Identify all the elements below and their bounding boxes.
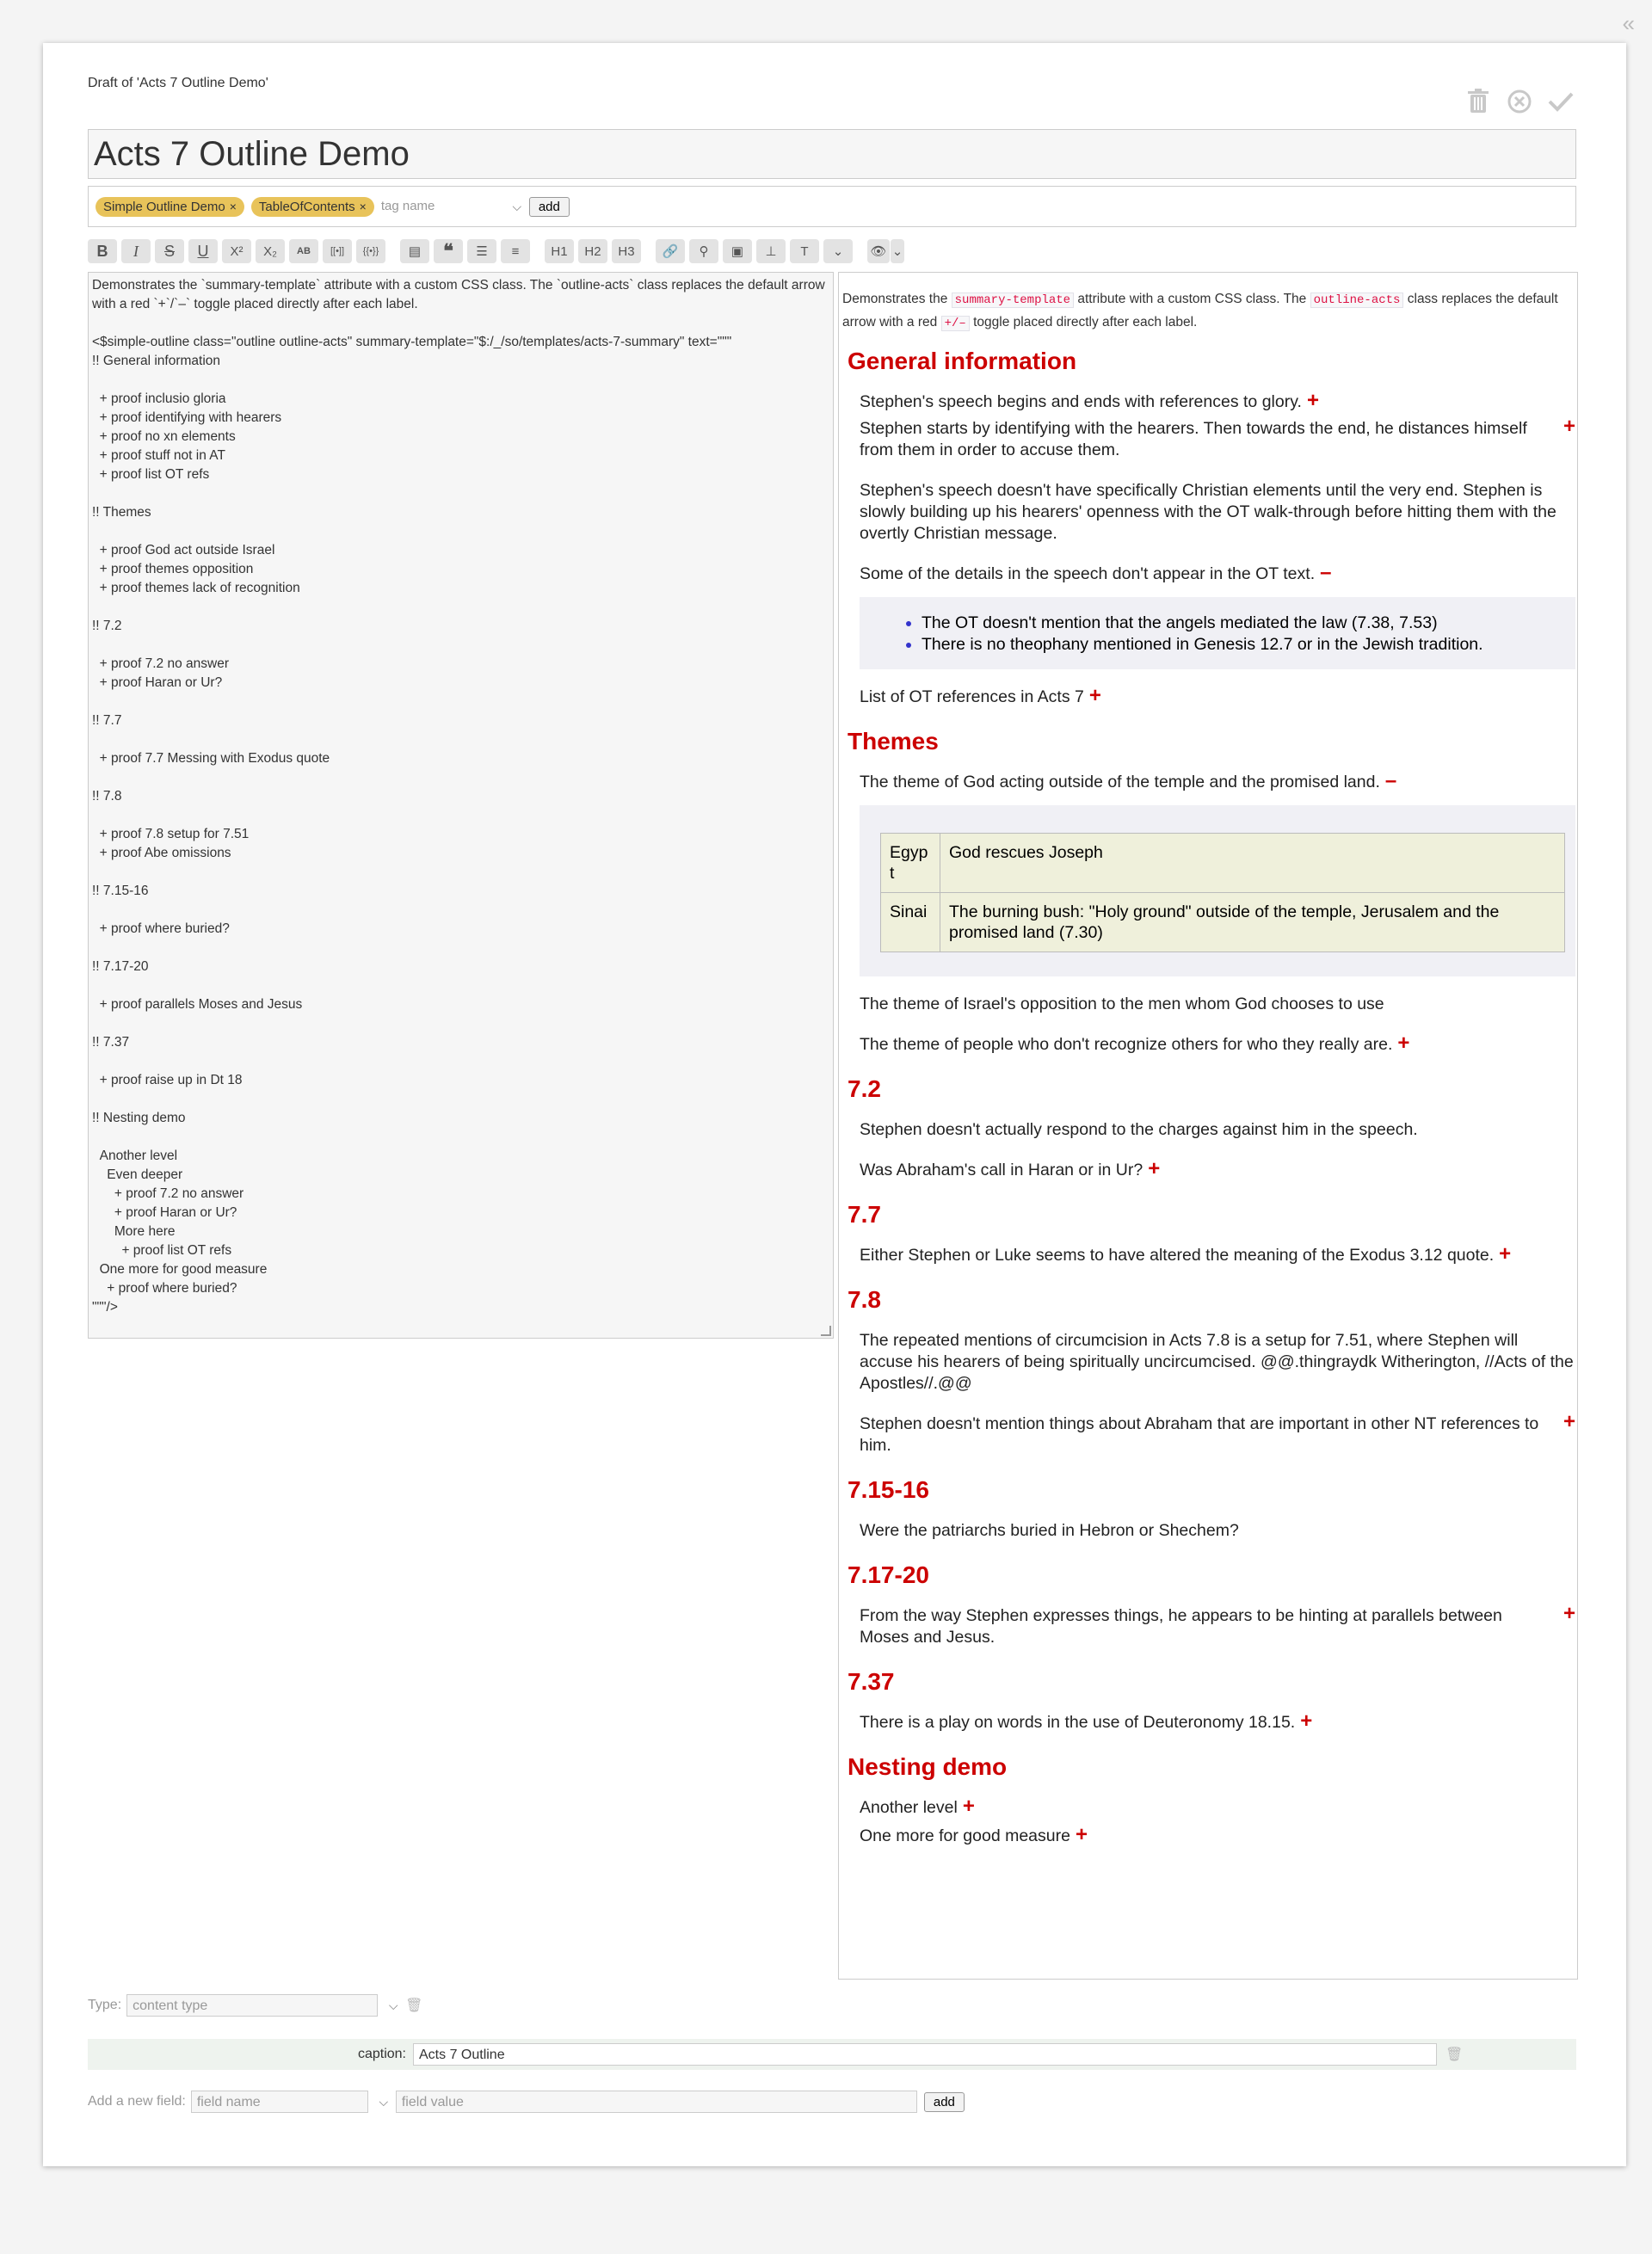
expand-toggle[interactable]: + bbox=[1306, 389, 1319, 412]
image-icon[interactable]: ▣ bbox=[723, 239, 752, 263]
list-item: • The OT doesn't mention that the angels mediated the law (7.38, 7.53) bbox=[922, 613, 1565, 634]
bold-button[interactable]: B bbox=[88, 239, 117, 263]
section-heading: General information bbox=[848, 348, 1077, 374]
outline-item[interactable]: Stephen's speech begins and ends with references to glory. + bbox=[860, 389, 1319, 412]
section-heading: 7.8 bbox=[848, 1286, 881, 1313]
expand-toggle[interactable]: + bbox=[1563, 1602, 1575, 1625]
expand-toggle[interactable]: + bbox=[1148, 1157, 1161, 1180]
tag-pill[interactable] bbox=[251, 197, 374, 217]
section-heading: 7.2 bbox=[848, 1075, 881, 1102]
outline-item[interactable]: From the way Stephen expresses things, he appears to be hinting at parallels between Moses and Jesus. + bbox=[860, 1602, 1575, 1647]
preview-intro: Demonstrates the summary-template attribute with a custom CSS class. The outline-acts class replaces the default arrow with a red +/– toggle placed directly after each label. bbox=[842, 292, 1558, 330]
underline-button[interactable]: U bbox=[188, 239, 218, 263]
preview-pane bbox=[838, 272, 1578, 1980]
caption-label: caption: bbox=[357, 2047, 406, 2061]
table-cell: Egypt bbox=[881, 834, 940, 893]
section-heading: 7.7 bbox=[848, 1201, 881, 1228]
text-editor[interactable] bbox=[88, 272, 834, 1339]
inline-code: outline-acts bbox=[1310, 293, 1404, 308]
list-item: • There is no theophany mentioned in Genesis 12.7 or in the Jewish tradition. bbox=[922, 634, 1565, 656]
preview-eye-icon[interactable]: 👁 bbox=[867, 239, 890, 263]
expand-toggle[interactable]: + bbox=[1088, 684, 1101, 707]
clear-type-icon[interactable]: 🗑 bbox=[405, 1998, 423, 2013]
tag-label: Simple Outline Demo bbox=[103, 199, 225, 214]
macro-button[interactable]: {{•}} bbox=[356, 239, 385, 263]
outline-item[interactable]: Some of the details in the speech don't appear in the OT text. – bbox=[860, 561, 1332, 584]
outline-item: Were the patriarchs buried in Hebron or Shechem? bbox=[860, 1521, 1239, 1540]
section-heading: Nesting demo bbox=[848, 1753, 1008, 1780]
themes-table bbox=[880, 833, 1565, 952]
strikethrough-button[interactable]: S bbox=[155, 239, 184, 263]
outline-item[interactable]: Stephen starts by identifying with the hearers. Then towards the end, he distances himself from them in order to accuse them. + bbox=[860, 415, 1575, 459]
caption-input[interactable]: Acts 7 Outline bbox=[413, 2043, 1437, 2066]
tag-dropdown-chevron-icon[interactable]: ⌵ bbox=[512, 199, 522, 213]
italic-button[interactable]: I bbox=[121, 239, 151, 263]
detail-list bbox=[870, 613, 1565, 656]
subscript-button[interactable]: X₂ bbox=[256, 239, 285, 263]
heading-3-button[interactable]: H3 bbox=[612, 239, 641, 263]
add-tag-button[interactable]: add bbox=[529, 197, 570, 217]
outline-item: Stephen's speech doesn't have specifically Christian elements until the very end. Stephen is slowly building up his hearers' openness with the OT walk-through before hitting them with the overtly Christian message. bbox=[860, 481, 1556, 543]
link-icon[interactable]: 🔗 bbox=[656, 239, 685, 263]
tag-bar bbox=[88, 186, 1576, 227]
draft-label: Draft of 'Acts 7 Outline Demo' bbox=[88, 76, 268, 90]
excise-icon[interactable]: ▤ bbox=[400, 239, 429, 263]
table-row bbox=[881, 893, 1565, 952]
expanded-detail bbox=[860, 597, 1575, 669]
type-field-row bbox=[88, 1994, 422, 2017]
expand-toggle[interactable]: + bbox=[1397, 1032, 1410, 1055]
resize-handle-icon[interactable] bbox=[821, 1326, 831, 1336]
preview-type-chevron-icon[interactable]: ⌄ bbox=[891, 239, 904, 263]
outline-item: Stephen doesn't actually respond to the charges against him in the speech. bbox=[860, 1120, 1418, 1139]
expand-toggle[interactable]: + bbox=[1563, 1410, 1575, 1433]
delete-field-icon[interactable]: 🗑 bbox=[1446, 2048, 1464, 2062]
caption-field-row bbox=[88, 2039, 1576, 2070]
inline-code: summary-template bbox=[952, 293, 1074, 308]
expand-toggle[interactable]: + bbox=[1300, 1709, 1313, 1733]
field-name-dropdown-chevron-icon[interactable]: ⌵ bbox=[379, 2094, 389, 2109]
content-type-input[interactable]: content type bbox=[126, 1994, 378, 2017]
section-heading: 7.17-20 bbox=[848, 1561, 929, 1588]
editor-content[interactable]: Demonstrates the `summary-template` attribute with a custom CSS class. The `outline-acts` class replaces the default arrow with a red `+`/`–` toggle placed directly after each label. <$simple-outline class="outline outline-acts" summary-template="$:/_/so/templates/acts-7-summary" text=""" !! General information + proof inclusio gloria + proof identifying with hearers + proof no xn elements + proof stuff not in AT + proof list OT refs !! Themes + proof God act outside Israel + proof themes opposition + proof themes lack of recognition !! 7.2 + proof 7.2 no answer + proof Haran or Ur? !! 7.7 + proof 7.7 Messing with Exodus quote !! 7.8 + proof 7.8 setup for 7.51 + proof Abe omissions !! 7.15-16 + proof where buried? !! 7.17-20 + proof parallels Moses and Jesus !! 7.37 + proof raise up in Dt 18 !! Nesting demo Another level Even deeper + proof 7.2 no answer + proof Haran or Ur? More here + proof list OT refs One more for good measure + proof where buried? """/> bbox=[92, 278, 825, 1315]
draft-tiddler bbox=[43, 43, 1626, 2166]
table-cell: The burning bush: "Holy ground" outside of the temple, Jerusalem and the promised land (7.30) bbox=[940, 893, 1565, 952]
remove-tag-icon[interactable]: × bbox=[359, 200, 367, 213]
smallcaps-button[interactable]: AB bbox=[289, 239, 318, 263]
expanded-detail bbox=[860, 805, 1575, 976]
outline-item: The repeated mentions of circumcision in Acts 7.8 is a setup for 7.51, where Stephen will accuse his hearers of being spiritually uncircumcised. @@.thingraydk Witherington, //Acts of the Apostles//.@@ bbox=[860, 1331, 1574, 1393]
outline-item[interactable]: List of OT references in Acts 7 + bbox=[860, 684, 1101, 707]
new-field-row bbox=[88, 2091, 965, 2113]
section-heading: 7.37 bbox=[848, 1668, 895, 1695]
add-field-button[interactable]: add bbox=[924, 2092, 965, 2112]
heading-1-button[interactable]: H1 bbox=[545, 239, 574, 263]
expand-toggle[interactable]: + bbox=[962, 1795, 975, 1818]
confirm-icon[interactable] bbox=[1547, 88, 1575, 115]
expand-toggle[interactable]: + bbox=[1563, 415, 1575, 438]
section-heading: 7.15-16 bbox=[848, 1476, 929, 1503]
collapse-sidebar-icon[interactable]: « bbox=[1622, 10, 1635, 36]
heading-2-button[interactable]: H2 bbox=[578, 239, 607, 263]
outline-item: The theme of Israel's opposition to the men whom God chooses to use bbox=[860, 995, 1384, 1013]
outline-item[interactable]: There is a play on words in the use of Deuteronomy 18.15. + bbox=[860, 1709, 1313, 1733]
cancel-icon[interactable] bbox=[1506, 88, 1533, 115]
stamp-icon[interactable]: ⊥ bbox=[756, 239, 786, 263]
tag-name-input[interactable]: tag name bbox=[380, 199, 435, 213]
quote-icon[interactable]: ❝ bbox=[434, 239, 463, 263]
table-cell: Sinai bbox=[881, 893, 940, 952]
numbered-list-icon[interactable]: ≡ bbox=[501, 239, 530, 263]
type-dropdown-chevron-icon[interactable]: ⌵ bbox=[388, 1998, 398, 2012]
section-heading: Themes bbox=[848, 728, 939, 754]
outline-item[interactable]: The theme of God acting outside of the temple and the promised land. – bbox=[860, 769, 1397, 792]
remove-tag-icon[interactable]: × bbox=[229, 200, 237, 213]
more-chevron-icon[interactable]: ⌄ bbox=[823, 239, 853, 263]
bullet-list-icon[interactable]: ☰ bbox=[467, 239, 496, 263]
transclude-button[interactable]: [[•]] bbox=[323, 239, 352, 263]
outline-item[interactable]: Either Stephen or Luke seems to have altered the meaning of the Exodus 3.12 quote. + bbox=[860, 1242, 1512, 1266]
table-cell: God rescues Joseph bbox=[940, 834, 1565, 893]
tiddler-controls bbox=[1464, 88, 1575, 115]
field-value-input[interactable]: field value bbox=[396, 2091, 917, 2113]
text-size-icon[interactable]: T bbox=[790, 239, 819, 263]
table-row bbox=[881, 834, 1565, 893]
title-input[interactable]: Acts 7 Outline Demo bbox=[88, 129, 1576, 179]
tag-pill[interactable] bbox=[96, 197, 244, 217]
outline-item[interactable]: Another level + bbox=[860, 1795, 975, 1818]
expand-toggle[interactable]: + bbox=[1499, 1242, 1512, 1266]
inline-code: +/– bbox=[941, 316, 970, 331]
collapse-toggle[interactable]: – bbox=[1384, 769, 1397, 792]
delete-icon[interactable] bbox=[1464, 88, 1492, 115]
field-name-input[interactable]: field name bbox=[191, 2091, 368, 2113]
outline-item[interactable]: Was Abraham's call in Haran or in Ur? + bbox=[860, 1157, 1161, 1180]
superscript-button[interactable]: X² bbox=[222, 239, 251, 263]
linkify-icon[interactable]: ⚲ bbox=[689, 239, 718, 263]
editor-toolbar bbox=[88, 237, 909, 265]
outline-item[interactable]: One more for good measure + bbox=[860, 1823, 1088, 1846]
type-label: Type: bbox=[88, 1998, 122, 2012]
collapse-toggle[interactable]: – bbox=[1320, 561, 1332, 584]
outline-item[interactable]: The theme of people who don't recognize others for who they really are. + bbox=[860, 1032, 1410, 1055]
new-field-label: Add a new field: bbox=[88, 2094, 186, 2109]
outline-item[interactable]: Stephen doesn't mention things about Abraham that are important in other NT references to him. + bbox=[860, 1410, 1575, 1455]
expand-toggle[interactable]: + bbox=[1075, 1823, 1088, 1846]
tag-label: TableOfContents bbox=[258, 199, 355, 214]
